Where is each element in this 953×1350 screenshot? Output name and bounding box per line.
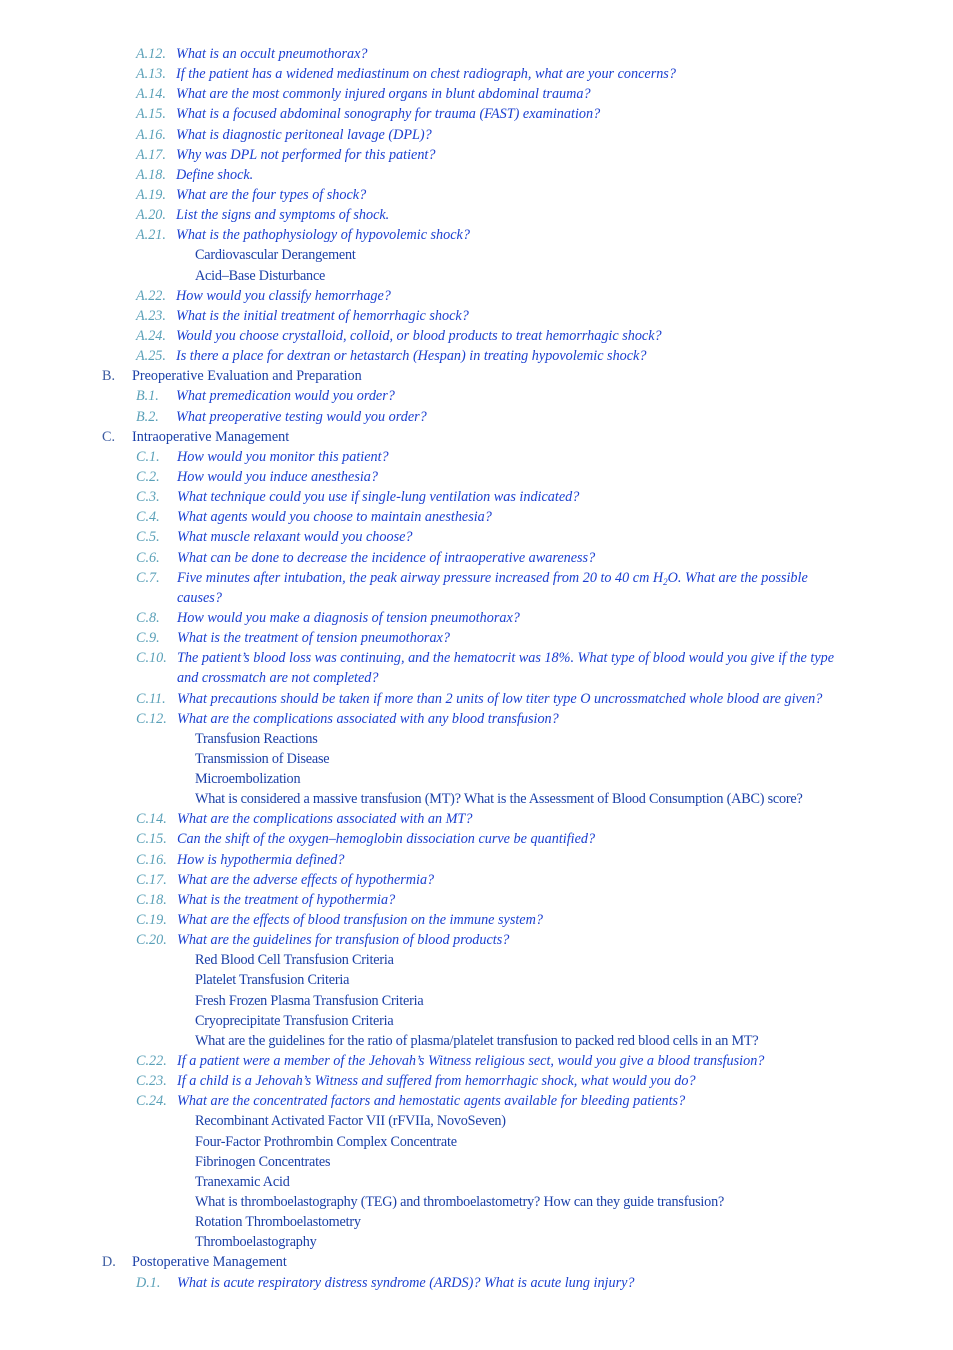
toc-entry[interactable]	[0, 346, 953, 366]
question-number: C.11.	[136, 690, 166, 707]
question-text[interactable]: What is the treatment of hypothermia?	[177, 891, 396, 908]
toc-subentry[interactable]	[0, 729, 953, 749]
question-text[interactable]: What is the initial treatment of hemorrhagic shock?	[176, 307, 469, 324]
toc-subentry[interactable]	[0, 1152, 953, 1172]
toc-entry[interactable]	[0, 145, 953, 165]
toc-entry[interactable]	[0, 527, 953, 547]
toc-entry[interactable]	[0, 910, 953, 930]
subtopic-link[interactable]: Acid–Base Disturbance	[195, 267, 326, 284]
question-number: B.1.	[136, 388, 159, 405]
toc-entry[interactable]	[0, 1071, 953, 1091]
question-number: A.19.	[136, 186, 166, 203]
toc-subentry[interactable]	[0, 789, 953, 809]
subtopic-link[interactable]: Cryoprecipitate Transfusion Criteria	[195, 1012, 394, 1029]
question-text[interactable]: Can the shift of the oxygen–hemoglobin dissociation curve be quantified?	[177, 831, 596, 848]
toc-subentry[interactable]	[0, 1192, 953, 1212]
toc-entry[interactable]	[0, 125, 953, 145]
question-number: A.18.	[136, 166, 166, 183]
toc-entry[interactable]	[0, 507, 953, 527]
section-title[interactable]: Preoperative Evaluation and Preparation	[132, 368, 362, 385]
question-number: A.22.	[136, 287, 166, 304]
question-text[interactable]: What is acute respiratory distress syndrome (ARDS)? What is acute lung injury?	[177, 1274, 635, 1291]
toc-subentry[interactable]	[0, 950, 953, 970]
toc-subentry[interactable]	[0, 970, 953, 990]
toc-entry[interactable]	[0, 165, 953, 185]
question-text[interactable]: What muscle relaxant would you choose?	[177, 529, 413, 546]
question-number: C.18.	[136, 891, 167, 908]
toc-entry[interactable]	[0, 648, 953, 668]
question-text[interactable]: What is the pathophysiology of hypovolemic shock?	[176, 227, 470, 244]
question-text[interactable]: How would you make a diagnosis of tension pneumothorax?	[177, 609, 520, 626]
question-number: A.25.	[136, 348, 166, 365]
toc-entry-continuation[interactable]	[0, 668, 953, 688]
toc-subentry[interactable]	[0, 1212, 953, 1232]
question-text[interactable]: How would you monitor this patient?	[177, 448, 389, 465]
subtopic-link[interactable]: What is considered a massive transfusion (MT)? What is the Assessment of Blood Consumption (ABC) score?	[195, 791, 803, 808]
question-number: A.14.	[136, 86, 166, 103]
question-number: A.16.	[136, 126, 166, 143]
question-text[interactable]: Define shock.	[176, 166, 254, 183]
toc-entry[interactable]	[0, 225, 953, 245]
question-text[interactable]: What technique could you use if single-lung ventilation was indicated?	[177, 489, 580, 506]
question-text[interactable]: List the signs and symptoms of shock.	[176, 207, 390, 224]
toc-entry[interactable]	[0, 205, 953, 225]
section-letter: D.	[102, 1254, 116, 1271]
question-number: C.16.	[136, 851, 167, 868]
question-number: C.17.	[136, 871, 167, 888]
question-number: C.24.	[136, 1093, 167, 1110]
question-number: C.22.	[136, 1053, 167, 1070]
question-number: A.17.	[136, 146, 166, 163]
section-heading-b[interactable]	[0, 366, 953, 386]
subtopic-link[interactable]: Fibrinogen Concentrates	[195, 1153, 331, 1170]
toc-subentry[interactable]	[0, 1172, 953, 1192]
subtopic-link[interactable]: What are the guidelines for the ratio of plasma/platelet transfusion to packed red blood cells in an MT?	[195, 1032, 759, 1049]
question-text-part: Five minutes after intubation, the peak airway pressure increased from 20 to 40 cm H	[177, 569, 664, 586]
toc-entry[interactable]	[0, 608, 953, 628]
question-text[interactable]: What are the most commonly injured organs in blunt abdominal trauma?	[176, 86, 591, 103]
subtopic-link[interactable]: Transmission of Disease	[195, 750, 330, 767]
subtopic-link[interactable]: Four-Factor Prothrombin Complex Concentrate	[195, 1133, 457, 1150]
question-number: C.2.	[136, 468, 160, 485]
question-text[interactable]: What are the guidelines for transfusion of blood products?	[177, 932, 510, 949]
question-number: C.10.	[136, 650, 167, 667]
subtopic-link[interactable]: Microembolization	[195, 771, 301, 788]
toc-entry-continuation[interactable]	[0, 588, 953, 608]
subtopic-link[interactable]: Cardiovascular Derangement	[195, 247, 356, 264]
toc-subentry[interactable]	[0, 1011, 953, 1031]
toc-entry[interactable]	[0, 809, 953, 829]
question-number: C.6.	[136, 549, 160, 566]
subtopic-link[interactable]: Recombinant Activated Factor VII (rFVIIa, NovoSeven)	[195, 1113, 506, 1130]
toc-entry[interactable]	[0, 689, 953, 709]
toc-subentry[interactable]	[0, 1031, 953, 1051]
question-text[interactable]: What are the adverse effects of hypothermia?	[177, 871, 435, 888]
question-text[interactable]	[177, 568, 808, 588]
question-number: C.3.	[136, 489, 160, 506]
question-number: A.20.	[136, 207, 166, 224]
question-number: A.24.	[136, 327, 166, 344]
toc-entry[interactable]	[0, 548, 953, 568]
toc-entry[interactable]	[0, 104, 953, 124]
question-text[interactable]: What is diagnostic peritoneal lavage (DPL)?	[176, 126, 432, 143]
question-text[interactable]: If a patient were a member of the Jehovah’s Witness religious sect, would you give a blood transfusion?	[177, 1053, 765, 1070]
toc-entry[interactable]	[0, 1091, 953, 1111]
question-number: C.8.	[136, 609, 160, 626]
question-text[interactable]: What is a focused abdominal sonography for trauma (FAST) examination?	[176, 106, 601, 123]
toc-entry[interactable]	[0, 447, 953, 467]
toc-subentry[interactable]	[0, 1132, 953, 1152]
question-text[interactable]: How would you induce anesthesia?	[177, 468, 378, 485]
toc-entry[interactable]	[0, 829, 953, 849]
question-text[interactable]: The patient’s blood loss was continuing, and the hematocrit was 18%. What type of blood would you give if the type	[177, 650, 835, 667]
toc-entry[interactable]	[0, 386, 953, 406]
question-number: A.15.	[136, 106, 166, 123]
section-heading-d[interactable]	[0, 1252, 953, 1272]
question-number: C.5.	[136, 529, 160, 546]
subtopic-link[interactable]: Platelet Transfusion Criteria	[195, 972, 350, 989]
toc-entry[interactable]	[0, 628, 953, 648]
subscript: 2	[663, 576, 668, 587]
question-number: A.23.	[136, 307, 166, 324]
toc-entry[interactable]	[0, 44, 953, 64]
toc-subentry[interactable]	[0, 1232, 953, 1252]
question-number: A.12.	[136, 46, 166, 62]
toc-entry[interactable]	[0, 407, 953, 427]
question-number: C.12.	[136, 710, 167, 727]
question-number: C.19.	[136, 912, 167, 929]
section-heading-c[interactable]	[0, 427, 953, 447]
question-text[interactable]: What precautions should be taken if more than 2 units of low titer type O uncrossmatched whole blood are given?	[177, 690, 823, 707]
question-text[interactable]: What premedication would you order?	[176, 388, 395, 405]
question-number: C.1.	[136, 448, 160, 465]
question-number: C.15.	[136, 831, 167, 848]
subtopic-link[interactable]: Thromboelastography	[195, 1234, 317, 1251]
question-number: C.14.	[136, 811, 167, 828]
toc-entry[interactable]	[0, 1273, 953, 1293]
question-number: A.21.	[136, 227, 166, 244]
question-text[interactable]: What is an occult pneumothorax?	[176, 46, 368, 62]
subtopic-link[interactable]: Red Blood Cell Transfusion Criteria	[195, 952, 394, 969]
question-text-continuation[interactable]: and crossmatch are not completed?	[177, 670, 379, 687]
question-text[interactable]: If a child is a Jehovah’s Witness and suffered from hemorrhagic shock, what would you do?	[177, 1073, 696, 1090]
toc-entry[interactable]	[0, 850, 953, 870]
toc-subentry[interactable]	[0, 769, 953, 789]
section-title[interactable]: Intraoperative Management	[132, 428, 290, 445]
question-text[interactable]: What agents would you choose to maintain anesthesia?	[177, 509, 492, 526]
section-letter: C.	[102, 428, 116, 445]
toc-entry[interactable]	[0, 84, 953, 104]
question-text[interactable]: What are the complications associated with any blood transfusion?	[177, 710, 559, 727]
question-text[interactable]: What is the treatment of tension pneumothorax?	[177, 630, 450, 647]
toc-entry[interactable]	[0, 890, 953, 910]
subtopic-link[interactable]: Fresh Frozen Plasma Transfusion Criteria	[195, 992, 424, 1009]
toc-subentry[interactable]	[0, 749, 953, 769]
toc-subentry[interactable]	[0, 991, 953, 1011]
section-letter: B.	[102, 368, 116, 385]
subtopic-link[interactable]: Tranexamic Acid	[195, 1173, 290, 1190]
subtopic-link[interactable]: Rotation Thromboelastometry	[195, 1214, 361, 1231]
question-number: C.7.	[136, 569, 160, 586]
toc-entry[interactable]	[0, 326, 953, 346]
question-text-continuation[interactable]: causes?	[177, 589, 222, 606]
toc-entry[interactable]	[0, 467, 953, 487]
toc-subentry[interactable]	[0, 1111, 953, 1131]
toc-subentry[interactable]	[0, 245, 953, 265]
toc-entry[interactable]	[0, 64, 953, 84]
toc-entry[interactable]	[0, 487, 953, 507]
toc-entry[interactable]	[0, 306, 953, 326]
subtopic-link[interactable]: What is thromboelastography (TEG) and thromboelastometry? How can they guide transfusion?	[195, 1194, 725, 1211]
question-text[interactable]: What preoperative testing would you order?	[176, 408, 427, 425]
question-text[interactable]: Is there a place for dextran or hetastarch (Hespan) in treating hypovolemic shock?	[176, 348, 647, 365]
question-number: C.20.	[136, 932, 167, 949]
toc-entry[interactable]	[0, 286, 953, 306]
subtopic-link[interactable]: Transfusion Reactions	[195, 730, 318, 747]
question-number: B.2.	[136, 408, 159, 425]
toc-entry[interactable]	[0, 185, 953, 205]
toc-subentry[interactable]	[0, 266, 953, 286]
question-text[interactable]: What are the four types of shock?	[176, 186, 367, 203]
toc-entry[interactable]	[0, 568, 953, 588]
table-of-contents	[0, 44, 953, 1293]
section-title[interactable]: Postoperative Management	[132, 1254, 287, 1271]
question-text[interactable]: What are the effects of blood transfusion on the immune system?	[177, 912, 543, 929]
question-number: C.4.	[136, 509, 160, 526]
toc-entry[interactable]	[0, 709, 953, 729]
toc-entry[interactable]	[0, 1051, 953, 1071]
question-number: C.9.	[136, 630, 160, 647]
toc-entry[interactable]	[0, 930, 953, 950]
toc-entry[interactable]	[0, 870, 953, 890]
question-number: D.1.	[136, 1274, 161, 1291]
question-text[interactable]: If the patient has a widened mediastinum on chest radiograph, what are your concerns?	[176, 66, 676, 83]
question-text[interactable]: How would you classify hemorrhage?	[176, 287, 391, 304]
question-text[interactable]: Would you choose crystalloid, colloid, or blood products to treat hemorrhagic shock?	[176, 327, 662, 344]
question-text[interactable]: What are the concentrated factors and hemostatic agents available for bleeding patients?	[177, 1093, 686, 1110]
question-number: C.23.	[136, 1073, 167, 1090]
question-number: A.13.	[136, 66, 166, 83]
question-text[interactable]: How is hypothermia defined?	[177, 851, 345, 868]
question-text[interactable]: What can be done to decrease the incidence of intraoperative awareness?	[177, 549, 596, 566]
question-text-part: O. What are the possible	[667, 569, 808, 586]
question-text[interactable]: What are the complications associated with an MT?	[177, 811, 473, 828]
question-text[interactable]: Why was DPL not performed for this patient?	[176, 146, 436, 163]
